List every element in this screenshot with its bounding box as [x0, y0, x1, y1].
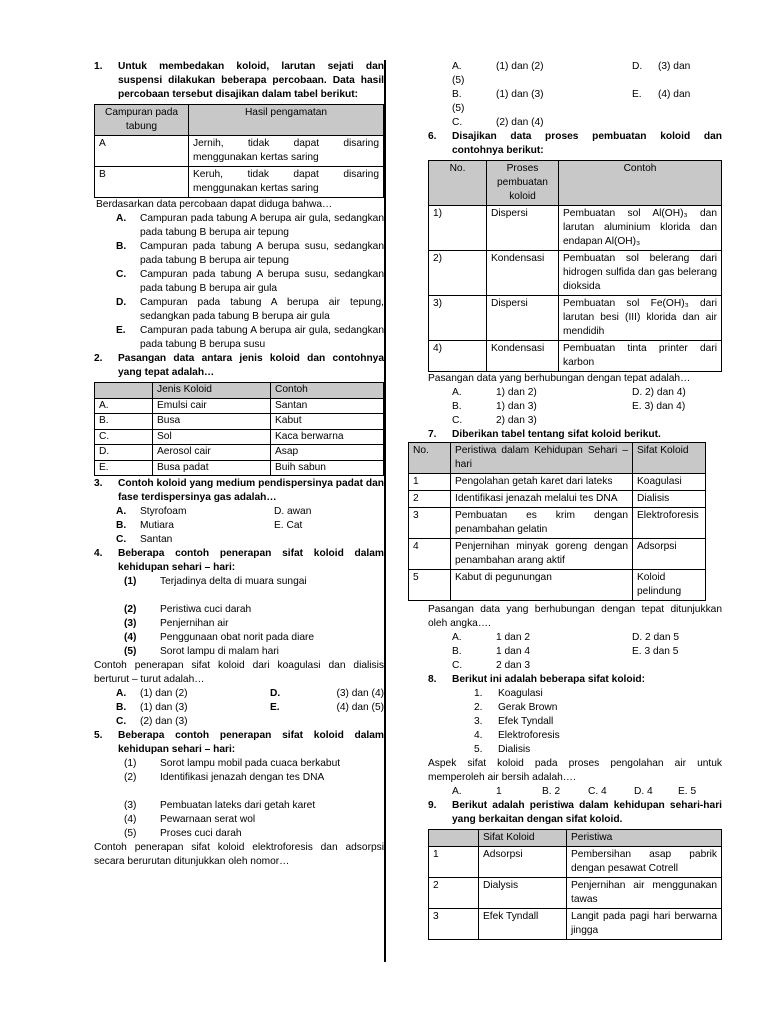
- table-cell: Buih sabun: [271, 460, 384, 476]
- q7-options: [428, 631, 722, 673]
- option-e-continued: (5): [452, 103, 465, 114]
- option-b[interactable]: (1) dan (3): [496, 89, 544, 100]
- table-cell: Aerosol cair: [153, 445, 271, 461]
- q1-table: [94, 104, 384, 198]
- item-number: (5): [124, 828, 137, 839]
- option-letter: C.: [116, 716, 127, 727]
- question-stem: Aspek sifat koloid pada proses pengolahan air untuk memperoleh air bersih adalah….: [428, 758, 722, 783]
- question-text: Untuk membedakan koloid, larutan sejati dan suspensi dilakukan beberapa percobaan. Data hasil percobaan tersebut disajikan dalam tabel berikut:: [118, 61, 384, 100]
- question-3: [94, 477, 384, 505]
- list-item: [428, 701, 722, 715]
- question-stem: Berdasarkan data percobaan dapat diduga bahwa…: [96, 199, 333, 210]
- option-row: [428, 400, 722, 414]
- option-b[interactable]: 1) dan 3): [496, 401, 537, 412]
- question-number: 2.: [94, 353, 103, 364]
- option-letter: B.: [116, 520, 127, 531]
- table-header: No.: [429, 161, 487, 206]
- q9-table: [428, 829, 722, 940]
- option-e[interactable]: E. 5: [678, 786, 697, 797]
- option-b[interactable]: [94, 240, 384, 268]
- question-9: [428, 799, 722, 827]
- table-header: [95, 383, 153, 399]
- question-2: [94, 352, 384, 380]
- list-item: [94, 575, 384, 589]
- question-number: 9.: [428, 800, 437, 811]
- option-a[interactable]: 1: [496, 786, 502, 797]
- option-letter: E.: [116, 325, 126, 336]
- option-letter: A.: [116, 506, 127, 517]
- option-letter: A.: [116, 688, 127, 699]
- option-letter: C.: [452, 415, 463, 426]
- option-letter: C.: [452, 117, 463, 128]
- table-cell: A.: [95, 398, 153, 414]
- table-header: Proses pembuatan koloid: [487, 161, 559, 206]
- item-number: (3): [124, 800, 137, 811]
- table-row: [429, 341, 722, 372]
- option-e[interactable]: (4) dan (5): [336, 702, 384, 713]
- list-item: [428, 729, 722, 743]
- table-cell: 4: [409, 539, 451, 570]
- option-a[interactable]: 1) dan 2): [496, 387, 537, 398]
- option-letter: E.: [632, 89, 642, 100]
- list-item: [94, 799, 384, 813]
- option-letter: A.: [452, 632, 462, 643]
- option-letter: B.: [116, 702, 127, 713]
- option-row: [94, 715, 384, 729]
- table-row: [429, 206, 722, 251]
- table-cell: Asap: [271, 445, 384, 461]
- q4-options: [94, 687, 384, 729]
- column-divider: [384, 60, 386, 962]
- table-row: [409, 491, 706, 508]
- question-text: Contoh koloid yang medium pendispersinya padat dan fase terdispersinya gas adalah…: [118, 478, 384, 503]
- table-cell: Dispersi: [487, 206, 559, 251]
- table-cell: Koagulasi: [633, 474, 706, 491]
- table-header: Hasil pengamatan: [189, 105, 384, 136]
- option-d[interactable]: D. 2) dan 4): [632, 387, 686, 398]
- table-row: [95, 398, 384, 414]
- option-row: [94, 519, 384, 533]
- question-number: 6.: [428, 131, 437, 142]
- q4-items: [94, 575, 384, 659]
- table-header: Sifat Koloid: [479, 830, 567, 847]
- option-c[interactable]: (2) dan (4): [496, 117, 544, 128]
- list-item: [94, 827, 384, 841]
- q8-options: [428, 785, 722, 799]
- table-cell: Identifikasi jenazah melalui tes DNA: [451, 491, 633, 508]
- list-item: [94, 771, 384, 785]
- q3-options: [94, 505, 384, 547]
- item-text: Terjadinya delta di muara sungai: [160, 576, 307, 587]
- table-row: [429, 251, 722, 296]
- item-number: 2.: [474, 702, 483, 713]
- table-cell: 1): [429, 206, 487, 251]
- item-text: Proses cuci darah: [160, 828, 242, 839]
- option-d[interactable]: (3) dan (4): [336, 688, 384, 699]
- option-text: Campuran pada tabung A berupa susu, sedangkan pada tabung B berupa air tepung: [140, 241, 384, 266]
- table-row: [409, 539, 706, 570]
- table-cell: 1: [409, 474, 451, 491]
- table-header: Contoh: [559, 161, 722, 206]
- option-d[interactable]: D. awan: [274, 506, 312, 517]
- table-row: [409, 570, 706, 601]
- option-letter: B.: [452, 401, 462, 412]
- option-letter: A.: [452, 387, 462, 398]
- question-stem: Contoh penerapan sifat koloid elektroforesis dan adsorpsi secara berurutan ditunjukkan oleh nomor…: [94, 842, 384, 867]
- table-cell: Koloid pelindung: [633, 570, 706, 601]
- option-text: Campuran pada tabung A berupa air tepung, sedangkan pada tabung B berupa air gula: [140, 297, 384, 322]
- option-text: Campuran pada tabung A berupa air gula, sedangkan pada tabung B berupa susu: [140, 325, 384, 350]
- option-row: [428, 631, 722, 645]
- item-number: (3): [124, 618, 137, 629]
- table-cell: Busa: [153, 414, 271, 430]
- table-header: Sifat Koloid: [633, 443, 706, 474]
- item-text: Sorot lampu mobil pada cuaca berkabut: [160, 758, 341, 769]
- item-text: Penjernihan air: [160, 618, 229, 629]
- table-cell: Keruh, tidak dapat disaring menggunakan kertas saring: [189, 167, 384, 198]
- item-text: Pembuatan lateks dari getah karet: [160, 800, 316, 811]
- item-number: (5): [124, 646, 137, 657]
- table-cell: Pembuatan sol belerang dari hidrogen sulfida dan gas belerang dioksida: [559, 251, 722, 296]
- q6-table: [428, 160, 722, 372]
- table-cell: Dialysis: [479, 878, 567, 909]
- option-c[interactable]: Santan: [140, 534, 173, 545]
- table-cell: Pengolahan getah karet dari lateks: [451, 474, 633, 491]
- table-header: Peristiwa dalam Kehidupan Sehari – hari: [451, 443, 633, 474]
- table-cell: Penjernihan air menggunakan tawas: [567, 878, 722, 909]
- item-text: Koagulasi: [498, 688, 543, 699]
- question-text: Diberikan tabel tentang sifat koloid berikut.: [452, 429, 661, 440]
- question-text: Berikut ini adalah beberapa sifat koloid:: [452, 674, 646, 685]
- list-item: [94, 617, 384, 631]
- option-text: Campuran pada tabung A berupa air gula, sedangkan pada tabung B berupa air tepung: [140, 213, 384, 238]
- option-letter: B.: [452, 89, 462, 100]
- question-1: [94, 60, 384, 102]
- table-row: [429, 847, 722, 878]
- table-cell: Pembuatan sol Fe(OH)₃ dari larutan besi (III) klorida dan air mendidih: [559, 296, 722, 341]
- list-item: [94, 631, 384, 645]
- table-cell: Kabut di pegunungan: [451, 570, 633, 601]
- table-row: [95, 460, 384, 476]
- table-cell: 3: [409, 508, 451, 539]
- table-cell: Kondensasi: [487, 251, 559, 296]
- option-c[interactable]: 2) dan 3): [496, 415, 537, 426]
- table-row: [429, 878, 722, 909]
- option-d[interactable]: (3) dan: [658, 61, 691, 72]
- option-e[interactable]: E. 3) dan 4): [632, 401, 686, 412]
- option-row: [428, 659, 722, 673]
- q1-options: [94, 212, 384, 352]
- table-header: No.: [409, 443, 451, 474]
- option-b[interactable]: (1) dan (3): [140, 702, 188, 713]
- table-row: [409, 474, 706, 491]
- item-text: Penggunaan obat norit pada diare: [160, 632, 315, 643]
- item-text: Sorot lampu di malam hari: [160, 646, 279, 657]
- option-b[interactable]: Mutiara: [140, 520, 174, 531]
- item-text: Pewarnaan serat wol: [160, 814, 256, 825]
- table-cell: 1: [429, 847, 479, 878]
- question-stem: Pasangan data yang berhubungan dengan tepat ditunjukkan oleh angka….: [428, 604, 722, 629]
- question-number: 7.: [428, 429, 437, 440]
- option-e[interactable]: E. 3 dan 5: [632, 646, 679, 657]
- table-row: [95, 445, 384, 461]
- option-d[interactable]: D. 4: [634, 786, 653, 797]
- table-cell: Adsorpsi: [633, 539, 706, 570]
- table-cell: Kaca berwarna: [271, 429, 384, 445]
- table-cell: D.: [95, 445, 153, 461]
- left-column: [94, 60, 384, 869]
- option-letter: D.: [116, 297, 127, 308]
- option-row: [94, 533, 384, 547]
- table-header: Peristiwa: [567, 830, 722, 847]
- question-text: Pasangan data antara jenis koloid dan contohnya yang tepat adalah…: [118, 353, 384, 378]
- option-row: [94, 687, 384, 701]
- question-4: [94, 547, 384, 575]
- question-6: [428, 130, 722, 158]
- table-row: [95, 414, 384, 430]
- table-cell: Jernih, tidak dapat disaring menggunakan kertas saring: [189, 136, 384, 167]
- question-number: 5.: [94, 730, 103, 741]
- q6-options: [428, 386, 722, 428]
- option-row: [94, 701, 384, 715]
- option-b[interactable]: 1 dan 4: [496, 646, 530, 657]
- option-letter: A.: [452, 61, 462, 72]
- list-item: [428, 743, 722, 757]
- question-7: [428, 428, 722, 442]
- option-letter: C.: [116, 269, 127, 280]
- option-letter: A.: [452, 786, 462, 797]
- item-number: (2): [124, 604, 137, 615]
- option-d[interactable]: D. 2 dan 5: [632, 632, 680, 643]
- question-number: 8.: [428, 674, 437, 685]
- table-cell: Busa padat: [153, 460, 271, 476]
- item-number: (1): [124, 576, 137, 587]
- question-number: 4.: [94, 548, 103, 559]
- option-b[interactable]: B. 2: [542, 786, 561, 797]
- table-row: [429, 909, 722, 940]
- item-text: Gerak Brown: [498, 702, 558, 713]
- item-text: Identifikasi jenazah dengan tes DNA: [160, 772, 325, 783]
- list-item: [428, 687, 722, 701]
- table-cell: Kondensasi: [487, 341, 559, 372]
- option-row: [428, 645, 722, 659]
- table-cell: Dialisis: [633, 491, 706, 508]
- option-d-continued: (5): [452, 75, 465, 86]
- question-text: Beberapa contoh penerapan sifat koloid dalam kehidupan sehari – hari:: [118, 730, 384, 755]
- table-cell: Penjernihan minyak goreng dengan penambahan arang aktif: [451, 539, 633, 570]
- option-row: [428, 386, 722, 400]
- option-letter: A.: [116, 213, 127, 224]
- table-cell: 4): [429, 341, 487, 372]
- question-8: [428, 673, 722, 687]
- table-row: [429, 296, 722, 341]
- table-cell: Sol: [153, 429, 271, 445]
- table-cell: Kabut: [271, 414, 384, 430]
- question-5: [94, 729, 384, 757]
- table-cell: 5: [409, 570, 451, 601]
- option-letter: C.: [452, 660, 463, 671]
- item-number: 1.: [474, 688, 483, 699]
- table-cell: 2): [429, 251, 487, 296]
- option-text: Campuran pada tabung A berupa susu, sedangkan pada tabung B berupa air gula: [140, 269, 384, 294]
- table-row: [95, 429, 384, 445]
- item-number: (4): [124, 814, 137, 825]
- item-number: (4): [124, 632, 137, 643]
- table-cell: 3: [429, 909, 479, 940]
- list-item: [94, 813, 384, 827]
- option-c[interactable]: (2) dan (3): [140, 716, 188, 727]
- option-c[interactable]: [94, 268, 384, 296]
- table-cell: Langit pada pagi hari berwarna jingga: [567, 909, 722, 940]
- item-number: 3.: [474, 716, 483, 727]
- item-text: Peristiwa cuci darah: [160, 604, 252, 615]
- question-text: Berikut adalah peristiwa dalam kehidupan sehari-hari yang berkaitan dengan sifat koloid.: [452, 800, 722, 825]
- table-cell: 2: [409, 491, 451, 508]
- table-cell: Pembersihan asap pabrik dengan pesawat Cotrell: [567, 847, 722, 878]
- option-a[interactable]: (1) dan (2): [496, 61, 544, 72]
- item-text: Elektroforesis: [498, 730, 560, 741]
- table-cell: Dispersi: [487, 296, 559, 341]
- table-cell: Efek Tyndall: [479, 909, 567, 940]
- item-number: 4.: [474, 730, 483, 741]
- table-row: [95, 136, 384, 167]
- list-item: [94, 603, 384, 617]
- table-cell: Pembuatan es krim dengan penambahan gelatin: [451, 508, 633, 539]
- table-row: [95, 167, 384, 198]
- option-a[interactable]: (1) dan (2): [140, 688, 188, 699]
- option-row: [428, 414, 722, 428]
- q8-items: [428, 687, 722, 757]
- table-header: [429, 830, 479, 847]
- table-cell: 2: [429, 878, 479, 909]
- question-number: 3.: [94, 478, 103, 489]
- table-cell: B: [95, 167, 189, 198]
- table-cell: Adsorpsi: [479, 847, 567, 878]
- option-e[interactable]: (4) dan: [658, 89, 691, 100]
- item-text: Dialisis: [498, 744, 531, 755]
- item-number: (2): [124, 772, 137, 783]
- question-stem: Pasangan data yang berhubungan dengan tepat adalah…: [428, 373, 691, 384]
- table-cell: E.: [95, 460, 153, 476]
- option-letter: B.: [116, 241, 127, 252]
- q2-table: [94, 382, 384, 476]
- option-letter: B.: [452, 646, 462, 657]
- table-cell: B.: [95, 414, 153, 430]
- item-number: 5.: [474, 744, 483, 755]
- table-cell: Pembuatan tinta printer dari karbon: [559, 341, 722, 372]
- table-cell: A: [95, 136, 189, 167]
- table-cell: C.: [95, 429, 153, 445]
- question-text: Disajikan data proses pembuatan koloid dan contohnya berikut:: [452, 131, 722, 156]
- question-stem: Contoh penerapan sifat koloid dari koagulasi dan dialisis berturut – turut adalah…: [94, 660, 384, 685]
- q7-table: [408, 442, 706, 601]
- table-cell: Elektroforesis: [633, 508, 706, 539]
- table-row: [409, 508, 706, 539]
- option-row: [428, 116, 722, 130]
- option-c[interactable]: C. 4: [588, 786, 607, 797]
- item-number: (1): [124, 758, 137, 769]
- table-cell: Pembuatan sol Al(OH)₃ dan larutan aluminium klorida dan endapan Al(OH)₃: [559, 206, 722, 251]
- option-a[interactable]: 1 dan 2: [496, 632, 530, 643]
- table-cell: Emulsi cair: [153, 398, 271, 414]
- option-letter: D.: [632, 61, 643, 72]
- table-header: Contoh: [271, 383, 384, 399]
- question-text: Beberapa contoh penerapan sifat koloid dalam kehidupan sehari – hari:: [118, 548, 384, 573]
- item-text: Efek Tyndall: [498, 716, 554, 727]
- table-cell: 3): [429, 296, 487, 341]
- right-column: [413, 60, 722, 940]
- option-row: [428, 88, 722, 102]
- table-cell: Santan: [271, 398, 384, 414]
- list-item: [428, 715, 722, 729]
- option-letter: C.: [116, 534, 127, 545]
- option-e[interactable]: E. Cat: [274, 520, 303, 531]
- q5-options: [428, 60, 722, 130]
- table-header: Jenis Koloid: [153, 383, 271, 399]
- option-row: [428, 60, 722, 74]
- option-letter: E.: [270, 702, 280, 713]
- table-header: Campuran pada tabung: [95, 105, 189, 136]
- option-a[interactable]: [94, 212, 384, 240]
- question-number: 1.: [94, 61, 103, 72]
- option-a[interactable]: Styrofoam: [140, 506, 187, 517]
- option-e[interactable]: [94, 324, 384, 352]
- option-row: [94, 505, 384, 519]
- option-d[interactable]: [94, 296, 384, 324]
- q5-items: [94, 757, 384, 841]
- list-item: [94, 645, 384, 659]
- option-letter: D.: [270, 688, 281, 699]
- option-c[interactable]: 2 dan 3: [496, 660, 530, 671]
- list-item: [94, 757, 384, 771]
